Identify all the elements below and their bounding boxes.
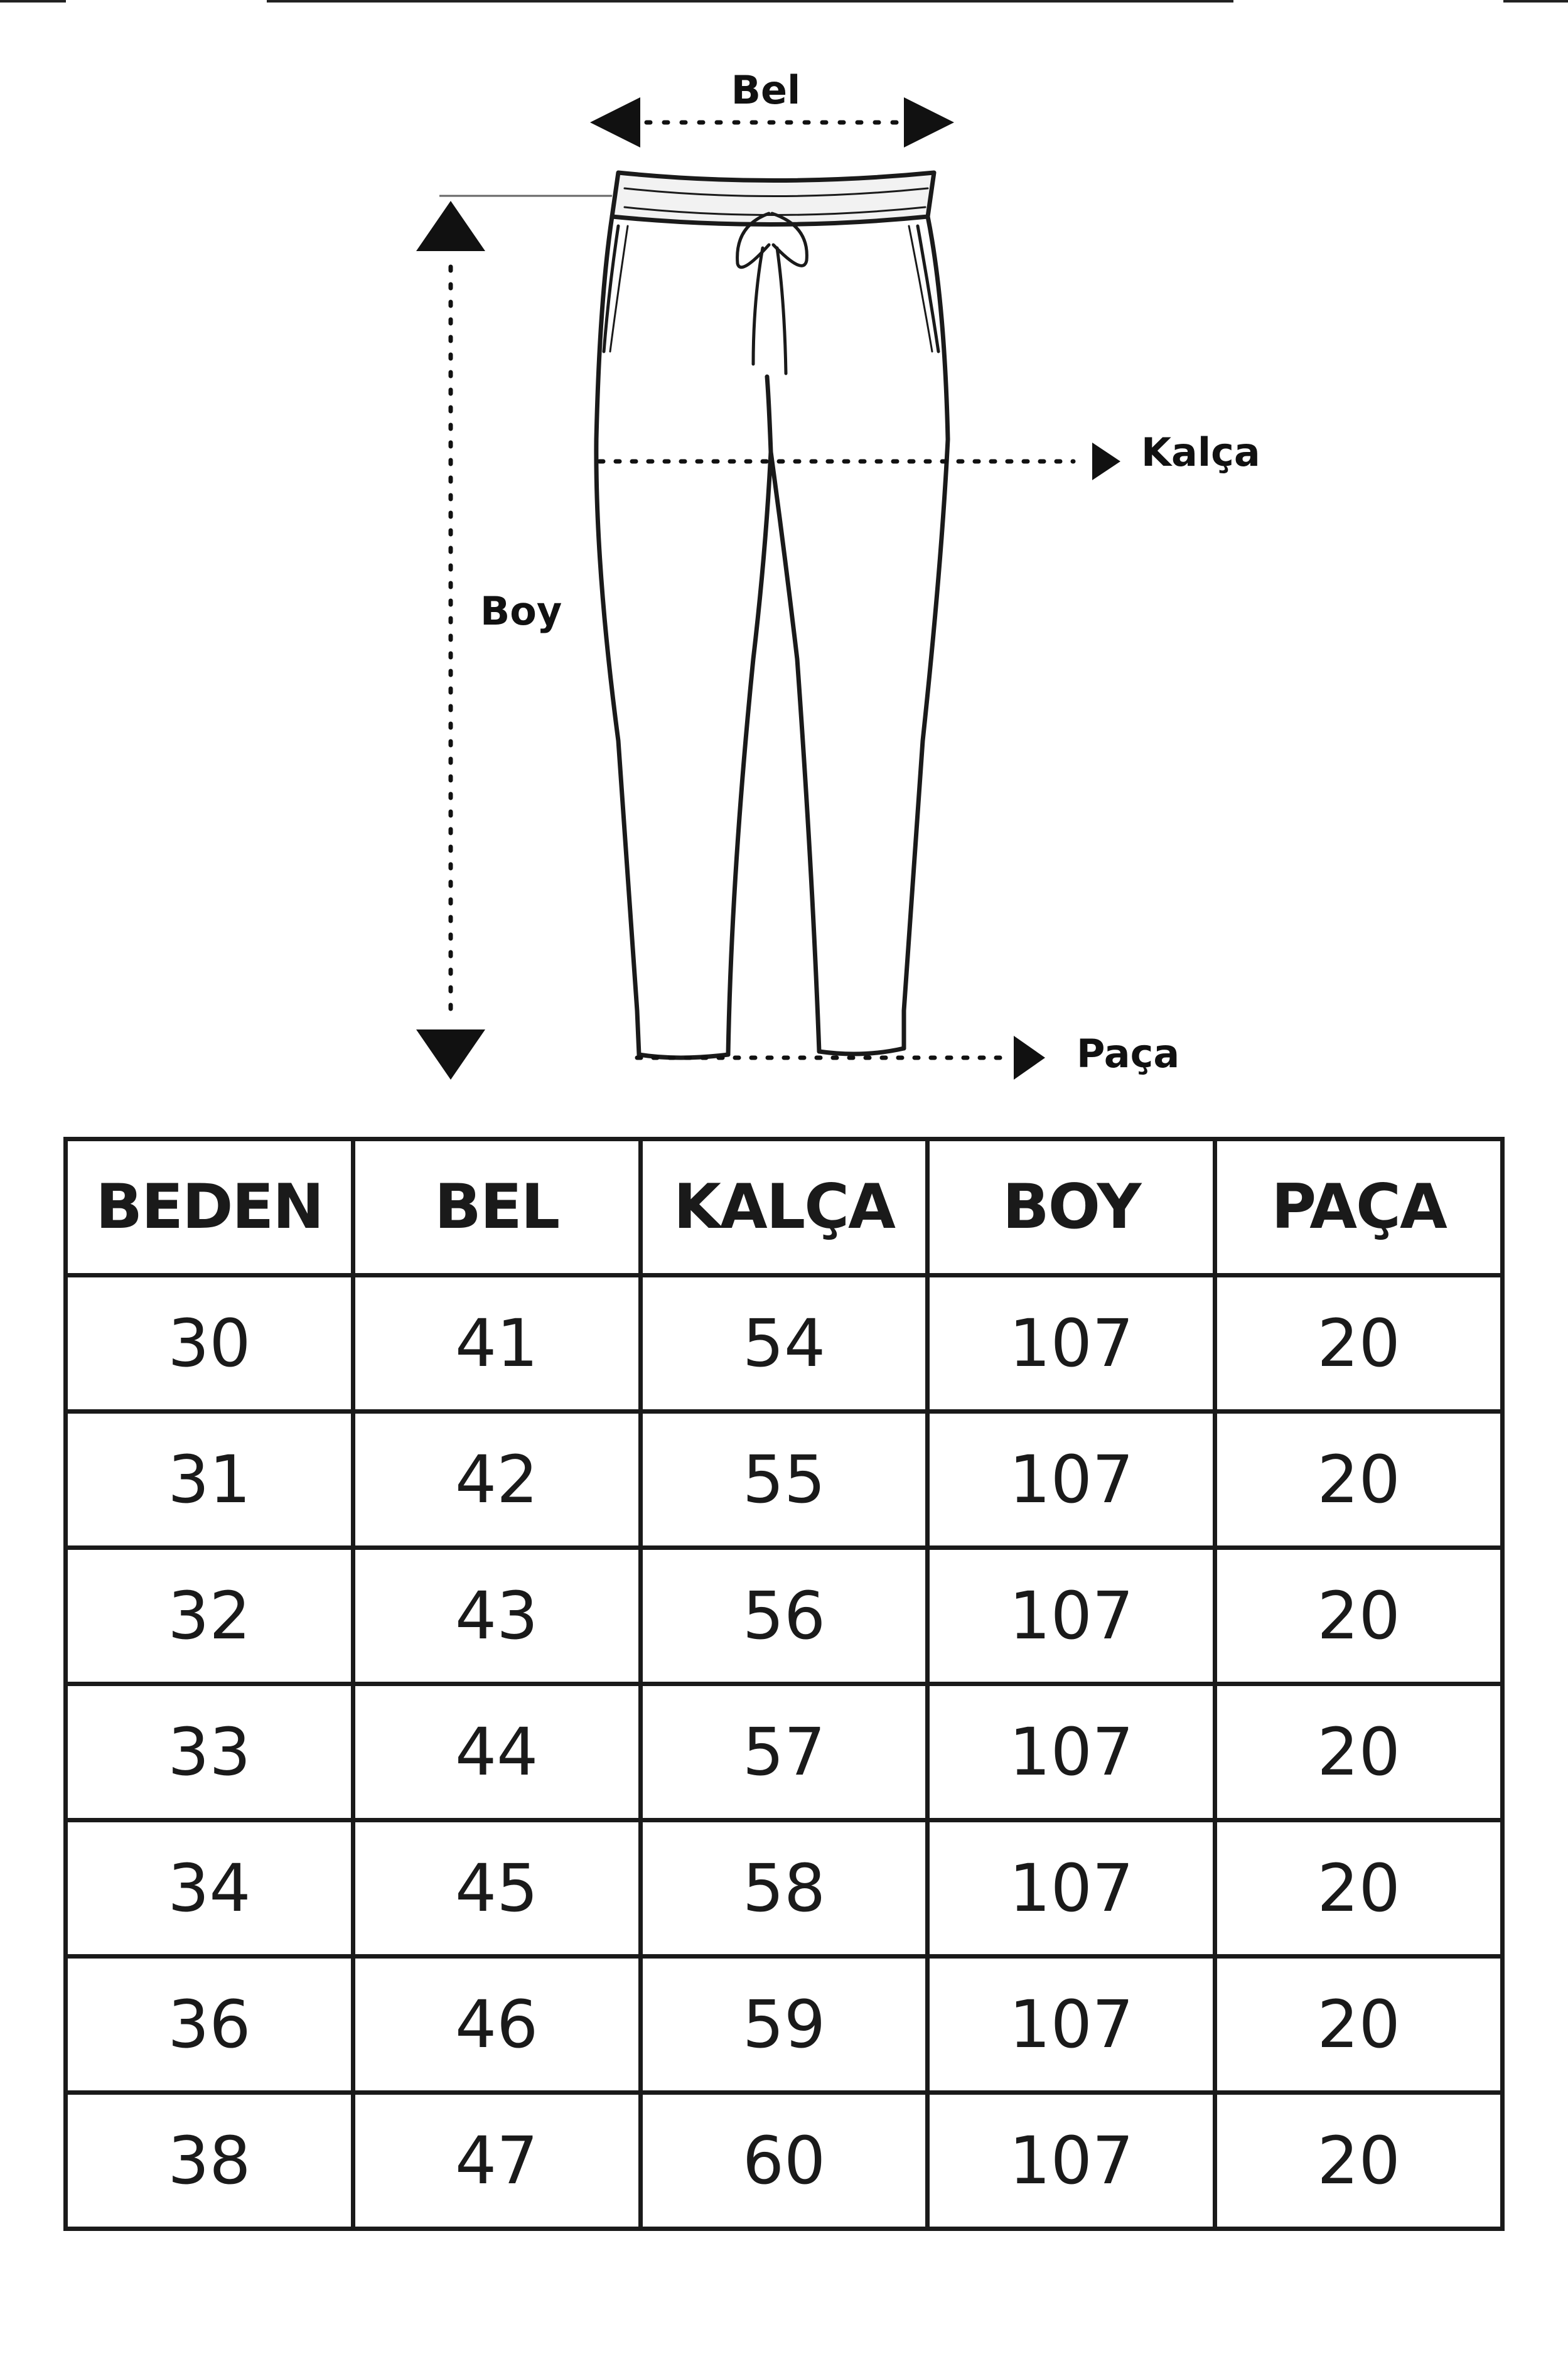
table-cell: 45 [353,1820,640,1957]
table-cell: 41 [353,1276,640,1412]
header-cell: KALÇA [640,1139,928,1276]
table-cell: 43 [353,1548,640,1684]
hip-measurement [599,429,1260,480]
table-cell: 20 [1215,1548,1503,1684]
hip-label: Kalça [1141,429,1260,475]
header-cell: PAÇA [1215,1139,1503,1276]
trousers-drawing [596,173,948,1058]
table-cell: 57 [640,1684,928,1820]
length-measurement [416,196,612,1080]
table-cell: 20 [1215,1412,1503,1548]
table-row [66,1548,1503,1684]
waist-arrow-left-icon [590,97,640,148]
table-row [66,1276,1503,1412]
length-arrow-up-icon [416,201,485,251]
hem-label: Paça [1077,1031,1180,1077]
table-cell: 107 [928,1548,1215,1684]
size-chart-table [63,1137,1505,2231]
table-row [66,1820,1503,1957]
table-cell: 107 [928,1276,1215,1412]
header-cell: BEL [353,1139,640,1276]
table-row [66,1412,1503,1548]
table-cell: 55 [640,1412,928,1548]
waist-arrow-right-icon [904,97,954,148]
table-row [66,2093,1503,2229]
table-cell: 107 [928,1957,1215,2093]
table-cell: 107 [928,2093,1215,2229]
header-cell: BEDEN [66,1139,353,1276]
table-header-row [66,1139,1503,1276]
table-row [66,1957,1503,2093]
table-cell: 47 [353,2093,640,2229]
table-cell: 20 [1215,1957,1503,2093]
length-arrow-down-icon [416,1029,485,1080]
length-label: Boy [480,588,562,634]
table-row [66,1684,1503,1820]
table-cell: 46 [353,1957,640,2093]
waist-measurement [590,67,954,148]
table-cell: 58 [640,1820,928,1957]
table-cell: 107 [928,1820,1215,1957]
table-cell: 30 [66,1276,353,1412]
table-cell: 60 [640,2093,928,2229]
table-cell: 20 [1215,1820,1503,1957]
table-cell: 20 [1215,1684,1503,1820]
hem-arrow-right-icon [1014,1036,1045,1080]
table-cell: 34 [66,1820,353,1957]
table-cell: 44 [353,1684,640,1820]
table-cell: 42 [353,1412,640,1548]
table-cell: 56 [640,1548,928,1684]
table-cell: 20 [1215,1276,1503,1412]
table-cell: 107 [928,1412,1215,1548]
trousers-measurement-diagram [0,0,1568,1105]
table-cell: 36 [66,1957,353,2093]
hip-arrow-right-icon [1092,443,1120,480]
table-cell: 20 [1215,2093,1503,2229]
table-cell: 33 [66,1684,353,1820]
table-cell: 31 [66,1412,353,1548]
header-cell: BOY [928,1139,1215,1276]
table-cell: 38 [66,2093,353,2229]
table-cell: 54 [640,1276,928,1412]
table-cell: 32 [66,1548,353,1684]
waist-label: Bel [731,67,801,113]
table-cell: 59 [640,1957,928,2093]
table-cell: 107 [928,1684,1215,1820]
